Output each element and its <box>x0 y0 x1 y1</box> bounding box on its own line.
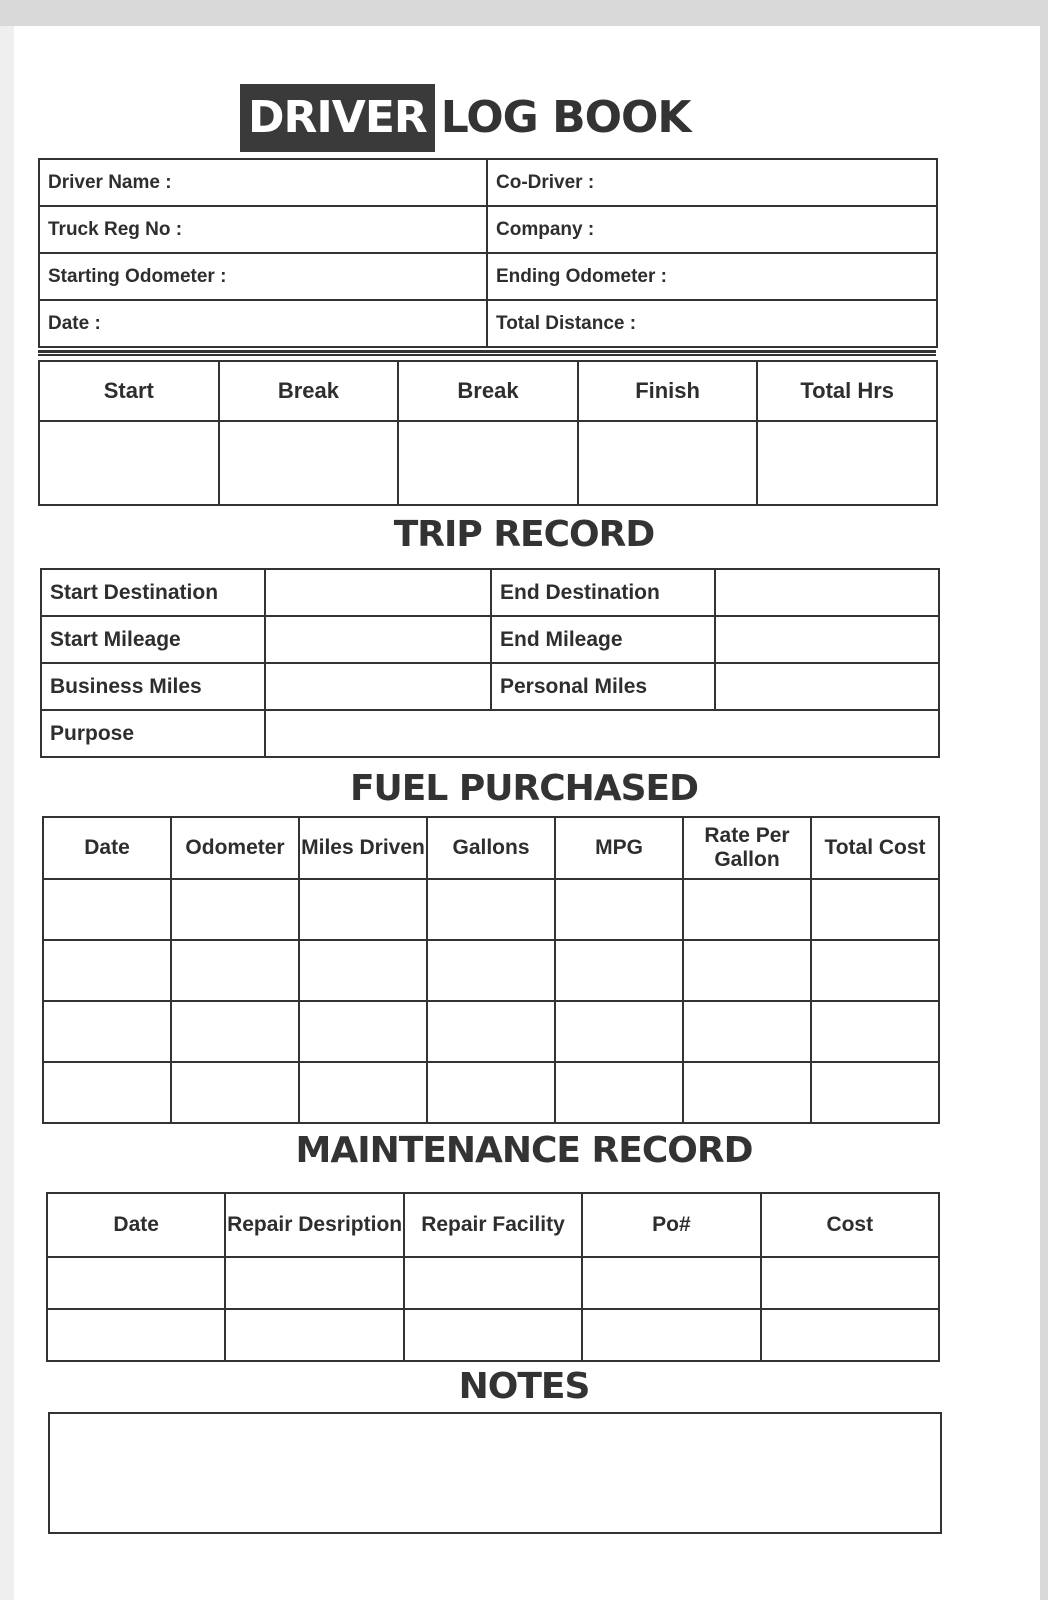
maint-cell[interactable] <box>225 1309 403 1361</box>
purpose-field[interactable] <box>265 710 939 757</box>
date-field[interactable] <box>39 300 487 347</box>
trip-record-table <box>40 568 940 758</box>
company-field[interactable] <box>487 206 937 253</box>
starting-odometer-field[interactable] <box>39 253 487 300</box>
fuel-cell[interactable] <box>299 879 427 940</box>
fuel-header-rate-per-gallon: Rate Per Gallon <box>683 817 811 879</box>
maint-cell[interactable] <box>225 1257 403 1309</box>
fuel-row <box>43 1001 939 1062</box>
start-destination-label: Start Destination <box>41 569 265 616</box>
hours-cell-finish[interactable] <box>578 421 758 505</box>
notes-field[interactable] <box>48 1412 942 1534</box>
maint-cell[interactable] <box>47 1257 225 1309</box>
maint-header-repair-facility: Repair Facility <box>404 1193 582 1257</box>
hours-cell-break-2[interactable] <box>398 421 578 505</box>
fuel-cell[interactable] <box>171 1062 299 1123</box>
hours-header-break-1: Break <box>219 361 399 421</box>
fuel-cell[interactable] <box>171 879 299 940</box>
driver-info-table <box>38 158 938 348</box>
personal-miles-label: Personal Miles <box>491 663 715 710</box>
end-destination-field[interactable] <box>715 569 939 616</box>
maintenance-record-title: MAINTENANCE RECORD <box>295 1130 753 1171</box>
driver-name-label: Driver Name : <box>48 171 172 193</box>
fuel-cell[interactable] <box>43 1062 171 1123</box>
trip-record-title: TRIP RECORD <box>393 514 655 555</box>
fuel-cell[interactable] <box>683 940 811 1001</box>
ending-odometer-field[interactable] <box>487 253 937 300</box>
fuel-cell[interactable] <box>299 940 427 1001</box>
business-miles-label: Business Miles <box>41 663 265 710</box>
notes-title: NOTES <box>458 1366 590 1407</box>
maint-header-cost: Cost <box>761 1193 939 1257</box>
fuel-cell[interactable] <box>171 1001 299 1062</box>
fuel-cell[interactable] <box>683 1062 811 1123</box>
truck-reg-field[interactable] <box>39 206 487 253</box>
end-destination-label: End Destination <box>491 569 715 616</box>
fuel-header-odometer: Odometer <box>171 817 299 879</box>
maint-cell[interactable] <box>404 1309 582 1361</box>
fuel-cell[interactable] <box>171 940 299 1001</box>
fuel-cell[interactable] <box>811 1062 939 1123</box>
maint-cell[interactable] <box>47 1309 225 1361</box>
fuel-cell[interactable] <box>427 940 555 1001</box>
title-log-book: LOG BOOK <box>440 92 691 143</box>
fuel-cell[interactable] <box>555 940 683 1001</box>
divider <box>38 350 936 356</box>
hours-header-break-2: Break <box>398 361 578 421</box>
fuel-cell[interactable] <box>299 1001 427 1062</box>
hours-header-total-hrs: Total Hrs <box>757 361 937 421</box>
end-mileage-label: End Mileage <box>491 616 715 663</box>
fuel-cell[interactable] <box>683 879 811 940</box>
fuel-table <box>42 816 940 1124</box>
fuel-header-miles-driven: Miles Driven <box>299 817 427 879</box>
company-label: Company : <box>496 218 595 240</box>
fuel-cell[interactable] <box>427 1062 555 1123</box>
fuel-cell[interactable] <box>555 879 683 940</box>
maint-row <box>47 1309 939 1361</box>
fuel-cell[interactable] <box>43 940 171 1001</box>
end-mileage-field[interactable] <box>715 616 939 663</box>
start-destination-field[interactable] <box>265 569 491 616</box>
maint-row <box>47 1257 939 1309</box>
co-driver-field[interactable] <box>487 159 937 206</box>
hours-table <box>38 360 938 506</box>
fuel-header-total-cost: Total Cost <box>811 817 939 879</box>
fuel-row <box>43 879 939 940</box>
hours-cell-total-hrs[interactable] <box>757 421 937 505</box>
start-mileage-field[interactable] <box>265 616 491 663</box>
maintenance-table <box>46 1192 940 1362</box>
fuel-cell[interactable] <box>427 1001 555 1062</box>
hours-cell-start[interactable] <box>39 421 219 505</box>
maint-cell[interactable] <box>761 1309 939 1361</box>
fuel-cell[interactable] <box>811 1001 939 1062</box>
maint-header-date: Date <box>47 1193 225 1257</box>
co-driver-label: Co-Driver : <box>496 171 595 193</box>
fuel-cell[interactable] <box>427 879 555 940</box>
fuel-cell[interactable] <box>299 1062 427 1123</box>
fuel-header-mpg: MPG <box>555 817 683 879</box>
starting-odometer-label: Starting Odometer : <box>48 265 227 287</box>
fuel-row <box>43 940 939 1001</box>
total-distance-field[interactable] <box>487 300 937 347</box>
maint-cell[interactable] <box>582 1309 760 1361</box>
maint-header-po: Po# <box>582 1193 760 1257</box>
fuel-cell[interactable] <box>555 1062 683 1123</box>
maint-cell[interactable] <box>761 1257 939 1309</box>
ending-odometer-label: Ending Odometer : <box>496 265 667 287</box>
fuel-cell[interactable] <box>811 879 939 940</box>
personal-miles-field[interactable] <box>715 663 939 710</box>
hours-cell-break-1[interactable] <box>219 421 399 505</box>
hours-header-start: Start <box>39 361 219 421</box>
page-title <box>240 84 691 152</box>
fuel-purchased-title: FUEL PURCHASED <box>349 768 699 809</box>
truck-reg-label: Truck Reg No : <box>48 218 183 240</box>
hours-header-finish: Finish <box>578 361 758 421</box>
maint-header-repair-description: Repair Desription <box>225 1193 403 1257</box>
total-distance-label: Total Distance : <box>496 312 637 334</box>
fuel-header-gallons: Gallons <box>427 817 555 879</box>
fuel-cell[interactable] <box>555 1001 683 1062</box>
fuel-header-date: Date <box>43 817 171 879</box>
fuel-cell[interactable] <box>43 1001 171 1062</box>
driver-name-field[interactable] <box>39 159 487 206</box>
purpose-label: Purpose <box>41 710 265 757</box>
fuel-cell[interactable] <box>811 940 939 1001</box>
date-label: Date : <box>48 312 101 334</box>
maint-cell[interactable] <box>404 1257 582 1309</box>
business-miles-field[interactable] <box>265 663 491 710</box>
fuel-cell[interactable] <box>43 879 171 940</box>
title-driver: DRIVER <box>240 84 435 152</box>
start-mileage-label: Start Mileage <box>41 616 265 663</box>
maint-cell[interactable] <box>582 1257 760 1309</box>
fuel-row <box>43 1062 939 1123</box>
fuel-cell[interactable] <box>683 1001 811 1062</box>
